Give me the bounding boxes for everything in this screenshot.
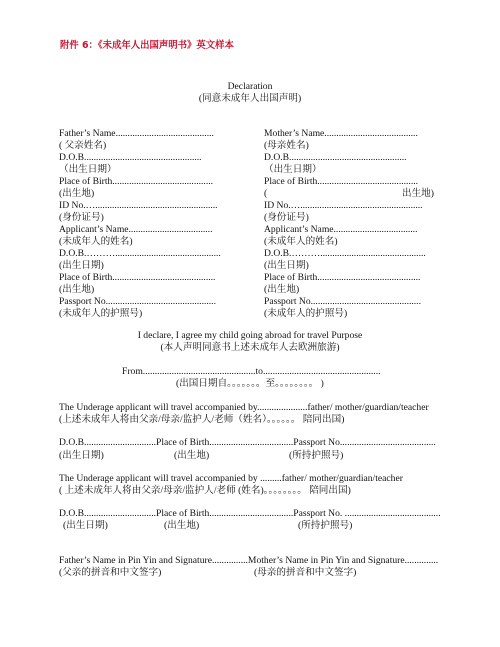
- parents-signature-line: Father’s Name in Pin Yin and Signature...............Mother’s Name in Pin Yin and Signature..............: [59, 555, 439, 566]
- declare-statement-cn: (本人声明同意书上述未成年人去欧洲旅游): [160, 342, 340, 353]
- father-id-field: ID No.…...................................................: [59, 200, 218, 211]
- companion-birthplace-label-cn-1: (出生地): [174, 450, 210, 461]
- mother-name-field: Mother’s Name.......................................: [264, 128, 418, 139]
- father-birthplace-label-cn: (出生地): [59, 188, 95, 199]
- applicant-dob-label-cn-right: (出生日期): [264, 260, 309, 271]
- declaration-title: Declaration: [227, 81, 273, 92]
- applicant-dob-field: D.O.B.………............................................: [59, 248, 221, 259]
- accompanied-by-label-cn-1: (上述未成年人将由父亲/母亲/监护人/老师（姓名）。。。。。。 陪同出国): [59, 414, 345, 425]
- mother-birthplace-field: Place of Birth..........................................: [264, 176, 419, 187]
- travel-dates-field: From...............................................to.................................................: [122, 366, 381, 377]
- applicant-birthplace-field: Place of Birth...........................................: [59, 272, 216, 283]
- companion-details-row-1: D.O.B..............................Place of Birth...................................Passport No........................................: [59, 437, 436, 448]
- applicant-birthplace-label-cn: (出生地): [59, 284, 95, 295]
- father-birthplace-field: Place of Birth..........................................: [59, 176, 214, 187]
- attachment-heading: 附件 6：《未成年人出国声明书》英文样本: [60, 40, 234, 51]
- declaration-title-cn: (同意未成年人出国声明): [198, 93, 302, 104]
- applicant-birthplace-label-cn-right: (出生地): [264, 284, 300, 295]
- companion-birthplace-label-cn-2: (出生地): [164, 520, 200, 531]
- applicant-passport-label-cn: (未成年人的护照号): [59, 308, 143, 319]
- applicant-birthplace-field-right: Place of Birth...........................................: [264, 272, 421, 283]
- mother-birthplace-label-cn: 出生地): [402, 188, 434, 199]
- mother-name-label-cn: (母亲姓名): [264, 140, 309, 151]
- companion-passport-label-cn-1: (所持护照号): [289, 450, 344, 461]
- accompanied-by-field-2: The Underage applicant will travel accompanied by .........father/ mother/guardian/teacher: [59, 473, 403, 484]
- applicant-dob-label-cn: (出生日期): [59, 260, 104, 271]
- father-signature-label-cn: (父亲的拼音和中文签字): [59, 567, 162, 578]
- father-dob-label-cn: （出生日期）: [59, 164, 117, 175]
- father-name-label-cn: ( 父亲姓名): [59, 140, 107, 151]
- applicant-name-label-cn-right: (未成年人的姓名): [264, 236, 338, 247]
- applicant-name-field-right: Applicant’s Name...................................: [264, 224, 418, 235]
- applicant-passport-label-cn-right: (未成年人的护照号): [264, 308, 348, 319]
- applicant-name-field: Applicant’s Name...................................: [59, 224, 213, 235]
- companion-dob-label-cn-2: (出生日期): [63, 520, 108, 531]
- mother-id-label-cn: (身份证号): [264, 212, 309, 223]
- mother-dob-field: D.O.B.................................................: [264, 152, 407, 163]
- companion-dob-label-cn-1: (出生日期): [59, 450, 104, 461]
- father-id-label-cn: (身份证号): [59, 212, 104, 223]
- mother-id-field: ID No.…...................................................: [264, 200, 423, 211]
- accompanied-by-field-1: The Underage applicant will travel accompanied by.....................father/ mother/guardian/teacher: [59, 402, 429, 413]
- travel-dates-label-cn: (出国日期自。。。。。。。至。。。。。。。。 ): [176, 378, 324, 389]
- declare-statement: I declare, I agree my child going abroad for travel Purpose: [137, 330, 363, 341]
- mother-birthplace-label-open: (: [264, 188, 268, 199]
- mother-dob-label-cn: （出生日期）: [264, 164, 322, 175]
- companion-details-row-2: D.O.B..............................Place of Birth...................................Passport No. ........................................: [59, 508, 441, 519]
- companion-passport-label-cn-2: (所持护照号): [298, 520, 353, 531]
- applicant-passport-field: Passport No..............................................: [59, 296, 216, 307]
- father-dob-field: D.O.B.................................................: [59, 152, 202, 163]
- applicant-name-label-cn: (未成年人的姓名): [59, 236, 133, 247]
- father-name-field: Father’s Name.........................................: [59, 128, 214, 139]
- accompanied-by-label-cn-2: ( 上述未成年人将由父亲/母亲/监护人/老师 (姓名)。。。。。。。。 陪同出国): [59, 485, 351, 496]
- applicant-dob-field-right: D.O.B.………............................................: [264, 248, 426, 259]
- applicant-passport-field-right: Passport No..............................................: [264, 296, 421, 307]
- mother-signature-label-cn: (母亲的拼音和中文签字): [254, 567, 357, 578]
